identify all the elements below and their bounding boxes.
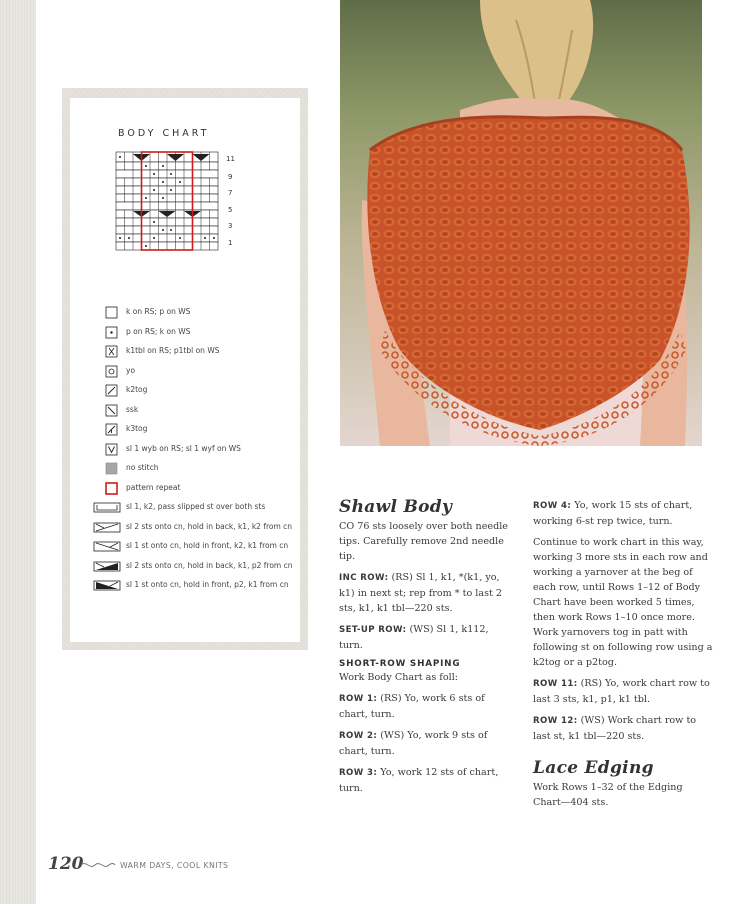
row-number: 1 bbox=[228, 239, 233, 247]
k2tog-slash-icon bbox=[92, 383, 122, 397]
no-stitch-gray-icon bbox=[92, 461, 122, 475]
row-1-instruction: ROW 1: (RS) Yo, work 6 sts of chart, turn. bbox=[339, 693, 485, 720]
cable-front-p-icon bbox=[92, 578, 122, 592]
lace-edging-heading: Lace Edging bbox=[533, 758, 654, 778]
row-number: 11 bbox=[226, 155, 235, 163]
body-chart-title: BODY CHART bbox=[118, 128, 210, 139]
cast-on-instruction: CO 76 sts loosely over both needle tips. Carefully remove 2nd needle tip. bbox=[339, 521, 508, 562]
page-number: 120 bbox=[48, 854, 84, 874]
row-2-instruction: ROW 2: (WS) Yo, work 9 sts of chart, turn. bbox=[339, 730, 488, 757]
row-12-instruction: ROW 12: (WS) Work chart row to last st, k1 tbl—220 sts. bbox=[533, 715, 697, 742]
continuation-column bbox=[533, 498, 713, 816]
yarnover-circle-icon bbox=[92, 364, 122, 378]
k3tog-icon bbox=[92, 422, 122, 436]
shawl-body-column bbox=[339, 497, 509, 802]
row-number: 5 bbox=[228, 206, 233, 214]
continue-instruction: Continue to work chart in this way, working 3 more sts in each row and working a yarnover at the beg of each row, until Rows 1–12 of Body Chart have been worked 5 times, then work Rows 1–10 once more. Work yarnovers tog in patt with following st on following row using a k2tog or a p2tog. bbox=[533, 537, 713, 668]
knit-square-icon bbox=[92, 305, 122, 319]
page-edge-texture bbox=[0, 0, 36, 904]
row-11-instruction: ROW 11: (RS) Yo, work chart row to last 3 sts, k1, p1, k1 tbl. bbox=[533, 678, 710, 705]
setup-row-instruction: SET-UP ROW: (WS) Sl 1, k112, turn. bbox=[339, 624, 489, 651]
row-4-instruction: ROW 4: Yo, work 15 sts of chart, working 6-st rep twice, turn. bbox=[533, 500, 693, 527]
row-3-instruction: ROW 3: Yo, work 12 sts of chart, turn. bbox=[339, 767, 499, 794]
book-title: WARM DAYS, COOL KNITS bbox=[120, 861, 229, 870]
cable-front-k-icon bbox=[92, 539, 122, 553]
twisted-stitch-icon bbox=[92, 344, 122, 358]
ssk-backslash-icon bbox=[92, 403, 122, 417]
short-row-intro: Work Body Chart as foll: bbox=[339, 672, 458, 683]
row-number: 7 bbox=[228, 189, 233, 197]
short-row-shaping-heading: SHORT-ROW SHAPING bbox=[339, 659, 461, 669]
lace-edging-instruction: Work Rows 1–32 of the Edging Chart—404 sts. bbox=[533, 782, 683, 808]
shawl-photo bbox=[340, 0, 702, 446]
purl-dot-icon bbox=[92, 325, 122, 339]
cable-back-k-icon bbox=[92, 520, 122, 534]
inc-row-instruction: INC ROW: (RS) Sl 1, k1, *(k1, yo, k1) in next st; rep from * to last 2 sts, k1, k1 tbl—220 sts. bbox=[339, 572, 503, 614]
shawl-photo-illustration bbox=[340, 0, 702, 446]
body-chart-grid bbox=[110, 150, 250, 255]
slip-v-icon bbox=[92, 442, 122, 456]
ornament-swirl-icon bbox=[80, 860, 116, 870]
row-number: 9 bbox=[228, 173, 233, 181]
row-number: 3 bbox=[228, 222, 233, 230]
shawl-body-heading: Shawl Body bbox=[339, 497, 453, 517]
cable-back-p-icon bbox=[92, 559, 122, 573]
pattern-repeat-red-icon bbox=[92, 481, 122, 495]
sl1-k2-psso-bracket-icon bbox=[92, 500, 122, 514]
